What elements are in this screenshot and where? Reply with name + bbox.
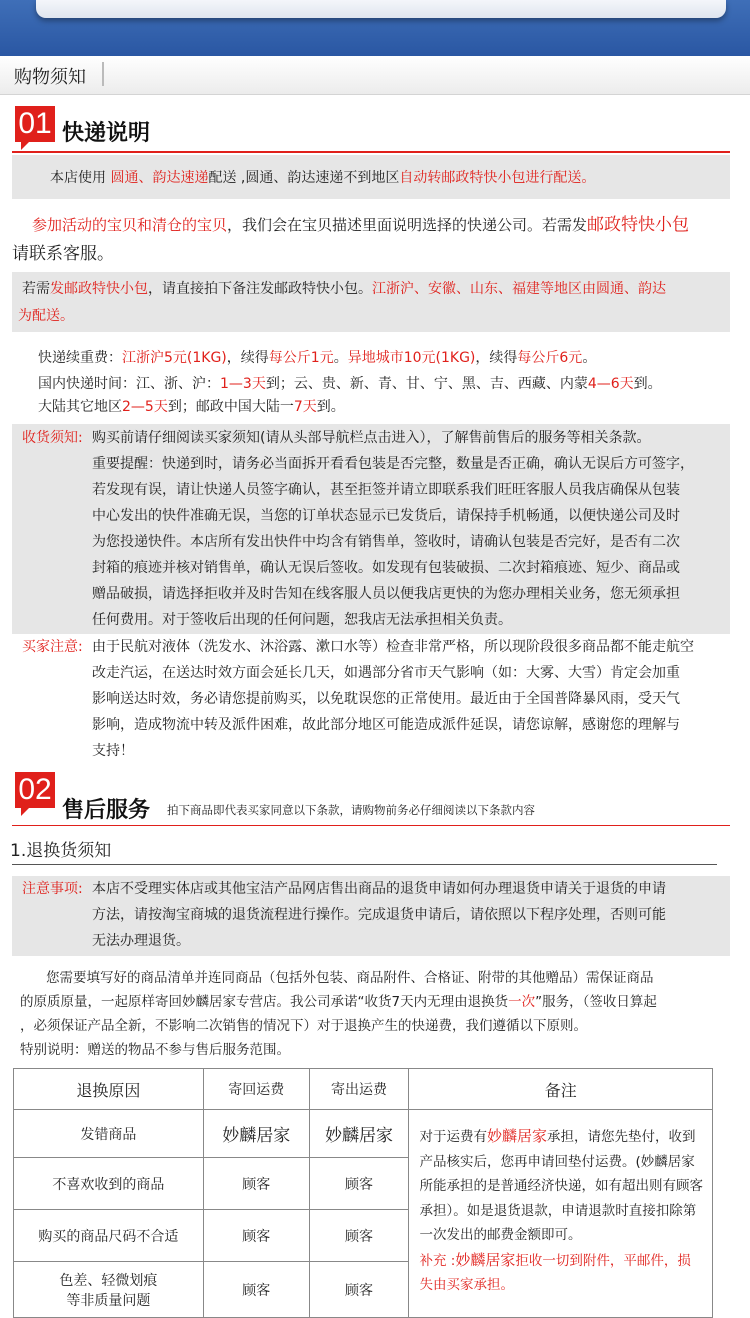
guide-separator: [102, 62, 104, 86]
receipt-line: 赠品破损，请选择拒收并及时告知在线客服人员以便我店更快的为您办理相关业务，您无须承担: [92, 586, 680, 602]
notice-label: 注意事项:: [22, 881, 83, 897]
buyer-note-line: 影响，造成物流中转及派件困难，故此部分地区可能造成派件延误，请您谅解，感谢您的理解与: [92, 717, 680, 733]
back-fee-cell: 顾客: [203, 1210, 309, 1262]
out-fee-cell: 妙麟居家: [309, 1110, 409, 1158]
out-fee-cell: 顾客: [309, 1210, 409, 1262]
buyer-note-text: [92, 634, 694, 764]
receipt-line: 重要提醒：快递到时，请务必当面拆开看看包装是否完整，数量是否正确，确认无误后方可签字，: [92, 456, 694, 472]
table-header: 寄出运费: [309, 1069, 409, 1110]
buyer-note-line: 影响送达时效，务必请您提前购买，以免耽误您的正常使用。最近由于全国普降暴风雨，受天气: [92, 691, 680, 707]
section-subtitle: 拍下商品即代表买家同意以下条款，请购物前务必仔细阅读以下条款内容: [167, 803, 535, 817]
reason-cell: 发错商品: [14, 1110, 204, 1158]
guide-bar: [0, 56, 750, 95]
receipt-line: 若发现有误，请让快递人员签字确认，甚至拒签并请立即联系我们旺旺客服人员我店确保从包装: [92, 482, 680, 498]
receipt-line: 中心发出的快件准确无误，当您的订单状态显示已发货后，请保持手机畅通，以便快递公司及时: [92, 508, 680, 524]
notice-line: 本店不受理实体店或其他宝洁产品网店售出商品的退货申请如何办理退货申请关于退货的申请: [92, 881, 666, 897]
back-fee-cell: 妙麟居家: [203, 1110, 309, 1158]
notice-line: 无法办理退货。: [92, 933, 190, 949]
back-fee-cell: 顾客: [203, 1158, 309, 1210]
reason-cell: 不喜欢收到的商品: [14, 1158, 204, 1210]
postal-text-cont: 为配送。: [18, 308, 74, 324]
delivery-time-line-2: 大陆其它地区2—5天到；邮政中国大陆一7天到。: [38, 399, 345, 415]
section-divider-2: [12, 825, 730, 826]
shipping-intro-text: 本店使用 圆通、韵达速递配送 ,圆通、韵达速递不到地区自动转邮政特快小包进行配送。: [50, 170, 596, 186]
section-divider: [12, 151, 730, 153]
buyer-note-line: 由于民航对液体（洗发水、沐浴露、漱口水等）检查非常严格，所以现阶段很多商品都不能走航空: [92, 639, 694, 655]
section-number-02: 02: [15, 772, 55, 808]
banner-panel: [36, 0, 726, 18]
fee-line: 快递续重费：江浙沪5元(1KG)，续得每公斤1元。异地城市10元(1KG)，续得每公斤6元。: [38, 350, 597, 366]
table-header: 寄回运费: [203, 1069, 309, 1110]
receipt-line: 任何费用。对于签收后出现的任何问题，恕我店无法承担相关负责。: [92, 612, 512, 628]
table-row: [14, 1110, 713, 1158]
receipt-line: 封箱的痕迹并核对销售单，确认无误后签收。如发现有包装破损、二次封箱痕迹、短少、商品或: [92, 560, 680, 576]
return-para-line: ，必须保证产品全新，不影响二次销售的情况下）对于退换产生的快递费，我们遵循以下原则。: [20, 1018, 587, 1034]
section-title-shipping: 快递说明: [62, 121, 151, 146]
buyer-note-label: 买家注意:: [22, 639, 83, 655]
return-para-line: 的原质原量，一起原样寄回妙麟居家专营店。我公司承诺“收货7天内无理由退换货一次”服务，（签收日算起: [20, 994, 657, 1010]
receipt-text: [92, 425, 694, 633]
reason-cell: 色差、轻微划痕等非质量问题: [14, 1262, 204, 1318]
heading-underline: [12, 864, 717, 865]
reason-cell: 购买的商品尺码不合适: [14, 1210, 204, 1262]
table-header: 退换原因: [14, 1069, 204, 1110]
out-fee-cell: 顾客: [309, 1158, 409, 1210]
buyer-note-line: 支持！: [92, 743, 134, 759]
notice-line: 方法，请按淘宝商城的退货流程进行操作。完成退货申请后，请依照以下程序处理，否则可能: [92, 907, 666, 923]
receipt-line: 购买前请仔细阅读买家须知(请从头部导航栏点击进入），了解售前售后的服务等相关条款。: [92, 430, 651, 446]
notice-text: [92, 876, 666, 954]
returns-heading: 1.退换货须知: [10, 841, 112, 861]
activity-note: 参加活动的宝贝和清仓的宝贝，我们会在宝贝描述里面说明选择的快递公司。若需发邮政特快小包: [32, 215, 690, 235]
receipt-line: 为您投递快件。本店所有发出快件中均含有销售单，签收时，请确认包装是否完好，是否有二次: [92, 534, 680, 550]
buyer-note-line: 改走汽运，在送达时效方面会延长几天，如遇部分省市天气影响（如：大雾、大雪）肯定会加重: [92, 665, 680, 681]
return-para-line: 特别说明：赠送的物品不参与售后服务范围。: [20, 1042, 290, 1058]
section-title-after-sales: 售后服务: [62, 798, 151, 823]
table-header-row: [14, 1069, 713, 1110]
activity-note-cont: 请联系客服。: [12, 244, 114, 264]
postal-text: 若需发邮政特快小包，请直接拍下备注发邮政特快小包。江浙沪、安徽、山东、福建等地区由圆通、韵达: [22, 281, 666, 297]
receipt-label: 收货须知:: [22, 430, 83, 446]
section-number-01: 01: [15, 106, 55, 142]
back-fee-cell: 顾客: [203, 1262, 309, 1318]
remarks-cell: 对于运费有妙麟居家承担，请您先垫付，收到产品核实后，您再申请回垫付运费。(妙麟居家所能承担的是普通经济快递，如有超出则有顾客承担）。如是退货退款，申请退款时直接扣除第一次发出的邮费金额即可。 补充 :妙麟居家拒收一切到附件，平邮件，损失由买家承担。: [409, 1110, 713, 1318]
table-header: 备注: [409, 1069, 713, 1110]
delivery-time-line: 国内快递时间：江、浙、沪：1—3天到；云、贵、新、青、甘、宁、黑、吉、西藏、内蒙4—6天到。: [38, 376, 662, 392]
returns-table: [13, 1068, 713, 1318]
return-para-line: 您需要填写好的商品清单并连同商品（包括外包装、商品附件、合格证、附带的其他赠品）需保证商品: [46, 970, 654, 986]
out-fee-cell: 顾客: [309, 1262, 409, 1318]
guide-title: 购物须知: [14, 67, 86, 88]
